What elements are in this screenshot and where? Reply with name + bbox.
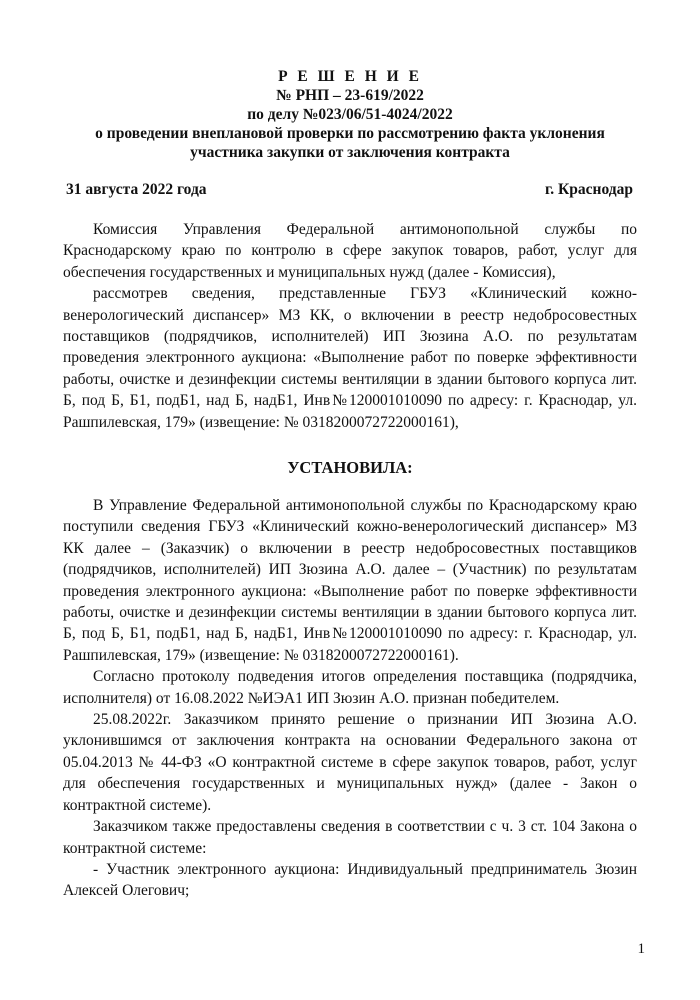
case-number: по делу №023/06/51-4024/2022 <box>247 106 453 123</box>
document-title: Р Е Ш Е Н И Е <box>278 68 422 85</box>
intro-paragraph-commission: Комиссия Управления Федеральной антимонопольной службы по Краснодарскому краю по контролю в сфере закупок товаров, работ, услуг для обеспечения государственных и муниципальных нужд (далее - Комиссия), <box>63 221 637 281</box>
intro-section <box>63 219 637 433</box>
intro-paragraph-considered: рассмотрев сведения, представленные ГБУЗ «Клинический кожно-венерологический диспансер» МЗ КК, о включении в реестр недобросовестных поставщиков (подрядчиков, исполнителей) ИП Зюзина А.О. по результатам проведения электронного аукциона: «Выполнение работ по поверке эффективности работы, очистке и дезинфекции системы вентиляции в здании бытового корпуса лит. Б, под Б, Б1, подБ1, над Б, надБ1, Инв№120001010090 по адресу: г. Краснодар, ул. Рашпилевская, 179» (извещение: № 0318200072722000161), <box>63 285 637 431</box>
document-city: г. Краснодар <box>545 181 633 198</box>
subject-line-1: о проведении внеплановой проверки по рассмотрению факта уклонения <box>95 125 605 142</box>
body-paragraph-3: 25.08.2022г. Заказчиком принято решение о признании ИП Зюзина А.О. уклонившимся от заключения контракта на основании Федерального закона от 05.04.2013 № 44-ФЗ «О контрактной системе в сфере закупок товаров, работ, услуг для обеспечения государственных и муниципальных нужд» (далее - Закон о контрактной системе). <box>63 711 637 814</box>
body-paragraph-2: Согласно протоколу подведения итогов определения поставщика (подрядчика, исполнителя) от 16.08.2022 №ИЭА1 ИП Зюзин А.О. признан победителем. <box>63 668 637 707</box>
body-paragraph-4: Заказчиком также предоставлены сведения в соответствии с ч. 3 ст. 104 Закона о контрактной системе: <box>63 818 637 857</box>
page-number: 1 <box>637 941 645 957</box>
document-header <box>60 67 640 162</box>
section-heading: УСТАНОВИЛА: <box>287 458 413 477</box>
body-section <box>63 495 637 902</box>
rnp-number: № РНП – 23-619/2022 <box>276 87 424 104</box>
body-paragraph-1: В Управление Федеральной антимонопольной службы по Краснодарскому краю поступили сведения ГБУЗ «Клинический кожно-венерологический диспансер» МЗ КК далее – (Заказчик) о включении в реестр недобросовестных поставщиков (подрядчиков, исполнителей) ИП Зюзина А.О. далее – (Участник) по результатам проведения электронного аукциона: «Выполнение работ по поверке эффективности работы, очистке и дезинфекции системы вентиляции в здании бытового корпуса лит. Б, под Б, Б1, подБ1, над Б, надБ1, Инв№120001010090 по адресу: г. Краснодар, ул. Рашпилевская, 179» (извещение: № 0318200072722000161). <box>63 497 637 664</box>
body-paragraph-5: - Участник электронного аукциона: Индивидуальный предприниматель Зюзин Алексей Олегович; <box>63 860 637 900</box>
document-date: 31 августа 2022 года <box>66 181 207 198</box>
subject-line-2: участника закупки от заключения контракта <box>190 144 510 161</box>
